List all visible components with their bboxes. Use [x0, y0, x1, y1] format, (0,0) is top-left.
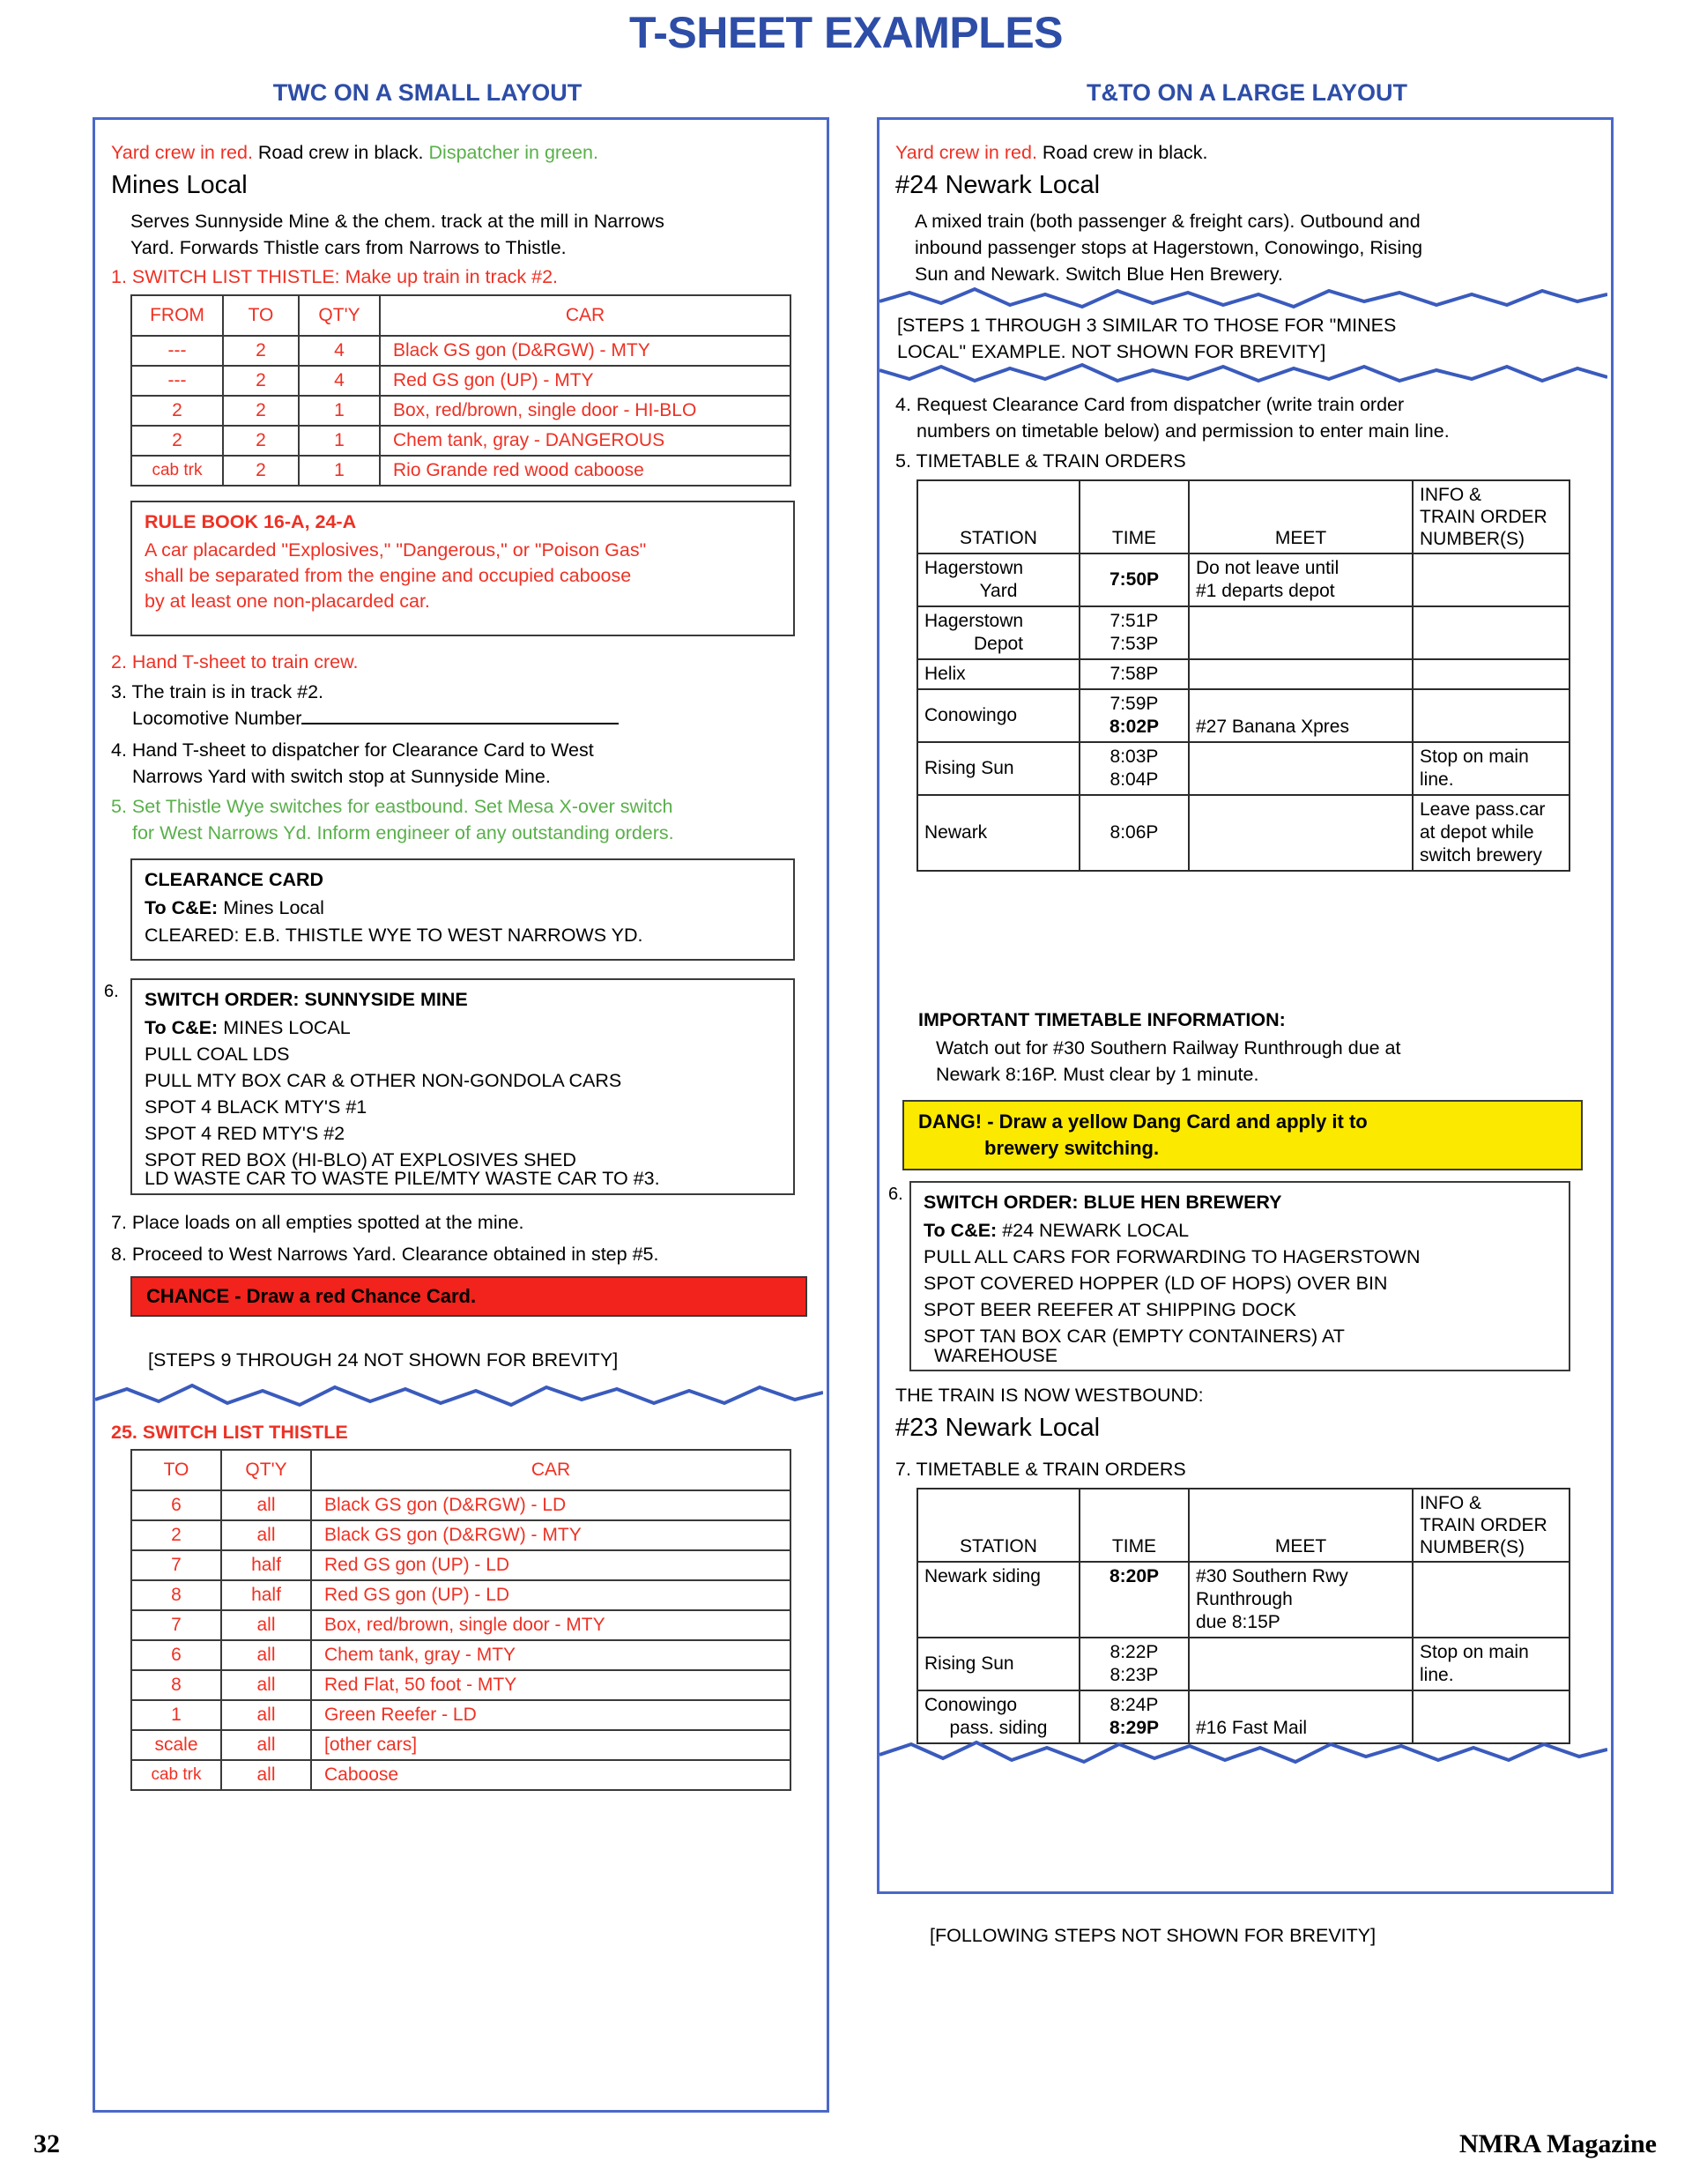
station-line: Yard	[979, 581, 1018, 601]
important-info-title: IMPORTANT TIMETABLE INFORMATION:	[918, 1009, 1286, 1030]
cell-from: 2	[131, 426, 223, 456]
rule-book-box	[130, 501, 795, 636]
clearance-card-box	[130, 858, 795, 961]
important-info-line-1: Watch out for #30 Southern Railway Runthrough due at	[936, 1037, 1401, 1059]
station-line: Helix	[924, 664, 966, 684]
meet-line: #27 Banana Xpres	[1196, 717, 1349, 737]
cell-qty: all	[221, 1700, 311, 1730]
cell-info[interactable]	[1413, 553, 1570, 606]
following-steps-note: [FOLLOWING STEPS NOT SHOWN FOR BREVITY]	[930, 1925, 1377, 1946]
cell-meet	[1189, 659, 1413, 689]
time-value: 7:53P	[1109, 634, 1159, 654]
cell-qty: half	[221, 1580, 311, 1610]
left-desc-2: Yard. Forwards Thistle cars from Narrows to Thistle.	[130, 237, 567, 258]
cell-time	[1080, 1690, 1189, 1743]
legend-road-crew: Road crew in black.	[1042, 142, 1208, 163]
cell-station	[917, 1638, 1080, 1690]
timetable-row	[917, 795, 1570, 871]
cell-station	[917, 689, 1080, 742]
legend-yard-crew: Yard crew in red.	[895, 142, 1037, 163]
cell-station	[917, 606, 1080, 659]
right-brevity-2: LOCAL" EXAMPLE. NOT SHOWN FOR BREVITY]	[897, 341, 1326, 362]
cell-info[interactable]	[1413, 795, 1570, 871]
col-meet: MEET	[1189, 1489, 1413, 1562]
table-row	[131, 366, 790, 396]
station-line: Hagerstown	[924, 558, 1024, 578]
torn-edge-zigzag	[95, 1380, 823, 1410]
cell-car: Red GS gon (UP) - LD	[311, 1580, 790, 1610]
switch-order-mine-line-1: PULL COAL LDS	[145, 1044, 290, 1065]
right-step-6-number: 6.	[888, 1185, 903, 1204]
table-row	[131, 1610, 790, 1640]
cell-time	[1080, 606, 1189, 659]
col-meet: MEET	[1189, 480, 1413, 553]
info-line: line.	[1420, 1665, 1454, 1685]
table-row	[131, 1760, 790, 1790]
timetable-row	[917, 553, 1570, 606]
cell-to: 2	[223, 426, 299, 456]
left-legend	[111, 139, 598, 167]
right-column-heading: T&TO ON A LARGE LAYOUT	[1086, 79, 1407, 106]
cell-car: Red GS gon (UP) - MTY	[380, 366, 790, 396]
meet-line: #30 Southern Rwy	[1196, 1566, 1348, 1586]
info-line-1: INFO &	[1420, 1493, 1482, 1513]
cell-to: 2	[223, 366, 299, 396]
time-value: 8:02P	[1109, 717, 1160, 737]
cell-station	[917, 795, 1080, 871]
table-row	[131, 456, 790, 486]
switch-order-brewery-line-3: SPOT BEER REEFER AT SHIPPING DOCK	[924, 1299, 1296, 1320]
dang-card-line-1: DANG! - Draw a yellow Dang Card and apply it to	[918, 1111, 1368, 1133]
cell-time	[1080, 659, 1189, 689]
cell-car: [other cars]	[311, 1730, 790, 1760]
station-line: Conowingo	[924, 705, 1018, 725]
time-value: 8:23P	[1109, 1665, 1159, 1685]
left-step-7: 7. Place loads on all empties spotted at the mine.	[111, 1212, 524, 1233]
right-desc-3: Sun and Newark. Switch Blue Hen Brewery.	[915, 264, 1283, 285]
cell-info[interactable]	[1413, 1562, 1570, 1638]
left-step-3-line-2	[132, 705, 619, 732]
cell-car: Box, red/brown, single door - MTY	[311, 1610, 790, 1640]
cell-car: Chem tank, gray - MTY	[311, 1640, 790, 1670]
left-step-4-line-2: Narrows Yard with switch stop at Sunnyside Mine.	[132, 766, 551, 787]
station-line: Depot	[973, 634, 1024, 654]
cell-qty: 1	[299, 456, 380, 486]
meet-line: Runthrough	[1196, 1589, 1293, 1609]
table-row	[131, 1640, 790, 1670]
timetable-header-row	[917, 480, 1570, 553]
torn-edge-zigzag-top	[879, 284, 1607, 310]
left-brevity-note: [STEPS 9 THROUGH 24 NOT SHOWN FOR BREVITY]	[148, 1349, 619, 1371]
meet-line: Do not leave until	[1196, 558, 1340, 578]
switch-order-mine-line-2: PULL MTY BOX CAR & OTHER NON-GONDOLA CARS	[145, 1070, 622, 1091]
station-line: Newark siding	[924, 1566, 1041, 1586]
left-step-25: 25. SWITCH LIST THISTLE	[111, 1422, 348, 1443]
cell-car: Box, red/brown, single door - HI-BLO	[380, 396, 790, 426]
time-value: 7:51P	[1109, 611, 1159, 631]
cell-qty: all	[221, 1730, 311, 1760]
timetable-row	[917, 606, 1570, 659]
col-qty: QT'Y	[221, 1450, 311, 1490]
col-to: TO	[223, 295, 299, 336]
mine-to-label: To C&E:	[145, 1017, 219, 1038]
legend-road-crew: Road crew in black.	[257, 142, 424, 163]
col-info	[1413, 480, 1570, 553]
table-row	[131, 1520, 790, 1550]
col-car: CAR	[380, 295, 790, 336]
col-station: STATION	[917, 480, 1080, 553]
cell-from: cab trk	[131, 456, 223, 486]
left-step-2: 2. Hand T-sheet to train crew.	[111, 651, 359, 672]
timetable-row	[917, 1562, 1570, 1638]
table-row	[131, 396, 790, 426]
table-row	[131, 1490, 790, 1520]
cell-car: Green Reefer - LD	[311, 1700, 790, 1730]
switch-list-thistle-table	[130, 294, 791, 487]
cell-to: 6	[131, 1490, 221, 1520]
table-row	[131, 1730, 790, 1760]
cell-station	[917, 1690, 1080, 1743]
dang-card	[902, 1100, 1583, 1170]
info-line-3: NUMBER(S)	[1420, 529, 1525, 549]
left-step-5-line-2: for West Narrows Yd. Inform engineer of any outstanding orders.	[132, 822, 674, 843]
table-row	[131, 1550, 790, 1580]
col-info	[1413, 1489, 1570, 1562]
station-line: Hagerstown	[924, 611, 1024, 631]
cell-car: Red GS gon (UP) - LD	[311, 1550, 790, 1580]
cell-qty: all	[221, 1760, 311, 1790]
time-value: 8:22P	[1109, 1642, 1159, 1662]
legend-yard-crew: Yard crew in red.	[111, 142, 253, 163]
time-value: 7:50P	[1109, 569, 1160, 590]
switch-order-brewery-title: SWITCH ORDER: BLUE HEN BREWERY	[924, 1192, 1282, 1213]
right-train-name: #24 Newark Local	[895, 171, 1101, 199]
rule-book-line-2: shall be separated from the engine and occupied caboose	[145, 565, 632, 586]
timetable-header-row	[917, 1489, 1570, 1562]
cell-info[interactable]	[1413, 1690, 1570, 1743]
cell-to: 1	[131, 1700, 221, 1730]
station-line: pass. siding	[949, 1718, 1048, 1738]
cell-station	[917, 742, 1080, 795]
cell-to: 8	[131, 1670, 221, 1700]
cell-meet	[1189, 689, 1413, 742]
right-desc-2: inbound passenger stops at Hagerstown, Conowingo, Rising	[915, 237, 1423, 258]
col-qty: QT'Y	[299, 295, 380, 336]
brewery-to-value: #24 NEWARK LOCAL	[1002, 1220, 1190, 1241]
timetable-1	[916, 479, 1570, 872]
right-step-4-line-2: numbers on timetable below) and permission to enter main line.	[916, 420, 1450, 442]
cell-to: 8	[131, 1580, 221, 1610]
cell-time	[1080, 689, 1189, 742]
info-line: Leave pass.car	[1420, 799, 1546, 820]
info-line-2: TRAIN ORDER	[1420, 1515, 1547, 1535]
cell-car: Red Flat, 50 foot - MTY	[311, 1670, 790, 1700]
right-train-name-2: #23 Newark Local	[895, 1414, 1101, 1442]
timetable-2	[916, 1488, 1570, 1744]
col-car: CAR	[311, 1450, 790, 1490]
switch-order-mine-line-6: LD WASTE CAR TO WASTE PILE/MTY WASTE CAR TO #3.	[145, 1168, 660, 1189]
table-header-row	[131, 1450, 790, 1490]
westbound-note: THE TRAIN IS NOW WESTBOUND:	[895, 1385, 1204, 1406]
cell-meet	[1189, 1638, 1413, 1690]
cell-car: Chem tank, gray - DANGEROUS	[380, 426, 790, 456]
right-step-4-line-1: 4. Request Clearance Card from dispatcher (write train order	[895, 394, 1405, 415]
loco-number-label: Locomotive Number	[132, 708, 302, 729]
dang-card-line-2: brewery switching.	[984, 1137, 1160, 1159]
clearance-card-cleared: CLEARED: E.B. THISTLE WYE TO WEST NARROWS YD.	[145, 925, 643, 946]
cell-time	[1080, 742, 1189, 795]
cell-time	[1080, 795, 1189, 871]
page-title: T-SHEET EXAMPLES	[628, 8, 1064, 57]
cell-info[interactable]	[1413, 659, 1570, 689]
meet-line: #16 Fast Mail	[1196, 1718, 1308, 1738]
cell-meet	[1189, 553, 1413, 606]
chance-card: CHANCE - Draw a red Chance Card.	[130, 1276, 807, 1317]
cell-to: 2	[131, 1520, 221, 1550]
mine-to-value: MINES LOCAL	[223, 1017, 351, 1038]
cell-car: Caboose	[311, 1760, 790, 1790]
switch-order-brewery-line-4: SPOT TAN BOX CAR (EMPTY CONTAINERS) AT	[924, 1326, 1345, 1347]
cell-qty: 1	[299, 426, 380, 456]
cell-meet	[1189, 606, 1413, 659]
cell-station	[917, 1562, 1080, 1638]
cell-to: scale	[131, 1730, 221, 1760]
table-row	[131, 336, 790, 366]
left-step-8: 8. Proceed to West Narrows Yard. Clearance obtained in step #5.	[111, 1244, 659, 1265]
cell-car: Black GS gon (D&RGW) - MTY	[311, 1520, 790, 1550]
cell-time	[1080, 553, 1189, 606]
cell-qty: all	[221, 1520, 311, 1550]
left-desc-1: Serves Sunnyside Mine & the chem. track at the mill in Narrows	[130, 211, 664, 232]
table-row	[131, 1670, 790, 1700]
info-line: switch brewery	[1420, 845, 1542, 865]
torn-edge-zigzag-right-bottom	[879, 1737, 1607, 1767]
meet-line: due 8:15P	[1196, 1612, 1280, 1632]
left-step-5-line-1: 5. Set Thistle Wye switches for eastbound. Set Mesa X-over switch	[111, 796, 673, 817]
torn-edge-zigzag-bottom	[879, 360, 1607, 386]
right-step-7: 7. TIMETABLE & TRAIN ORDERS	[895, 1459, 1186, 1480]
station-line: Rising Sun	[924, 1653, 1014, 1674]
left-panel	[93, 117, 829, 2113]
time-value: 8:03P	[1109, 747, 1159, 767]
left-column-heading: TWC ON A SMALL LAYOUT	[272, 79, 583, 106]
cell-car: Black GS gon (D&RGW) - MTY	[380, 336, 790, 366]
cell-car: Black GS gon (D&RGW) - LD	[311, 1490, 790, 1520]
cell-to: 2	[223, 396, 299, 426]
cell-qty: all	[221, 1490, 311, 1520]
loco-number-blank[interactable]	[301, 723, 619, 724]
cell-station	[917, 659, 1080, 689]
table-header-row	[131, 295, 790, 336]
cell-from: ---	[131, 366, 223, 396]
legend-dispatcher: Dispatcher in green.	[428, 142, 598, 163]
time-value: 8:29P	[1109, 1718, 1160, 1738]
col-station: STATION	[917, 1489, 1080, 1562]
switch-order-brewery-to	[924, 1218, 1189, 1244]
switch-order-mine-line-3: SPOT 4 BLACK MTY'S #1	[145, 1096, 367, 1118]
info-line: line.	[1420, 769, 1454, 790]
cell-from: ---	[131, 336, 223, 366]
left-step-3-line-1: 3. The train is in track #2.	[111, 681, 323, 702]
cell-qty: 4	[299, 336, 380, 366]
col-from: FROM	[131, 295, 223, 336]
station-line: Conowingo	[924, 1695, 1018, 1715]
cell-info[interactable]	[1413, 606, 1570, 659]
timetable-row	[917, 689, 1570, 742]
switch-order-brewery-line-1: PULL ALL CARS FOR FORWARDING TO HAGERSTOWN	[924, 1246, 1421, 1267]
info-line-1: INFO &	[1420, 485, 1482, 505]
timetable-row	[917, 1690, 1570, 1743]
cell-time	[1080, 1562, 1189, 1638]
info-line: Stop on main	[1420, 1642, 1529, 1662]
switch-order-mine-box	[130, 978, 795, 1195]
clearance-to-value: Mines Local	[223, 897, 324, 918]
col-to: TO	[131, 1450, 221, 1490]
col-time: TIME	[1080, 480, 1189, 553]
left-step-6-number: 6.	[104, 982, 119, 1001]
cell-time	[1080, 1638, 1189, 1690]
cell-qty: all	[221, 1670, 311, 1700]
cell-qty: all	[221, 1610, 311, 1640]
timetable-row	[917, 1638, 1570, 1690]
footer-page-number: 32	[33, 2129, 60, 2158]
time-value: 8:04P	[1109, 769, 1159, 790]
right-step-5: 5. TIMETABLE & TRAIN ORDERS	[895, 450, 1186, 472]
right-legend	[895, 139, 1208, 167]
cell-station	[917, 553, 1080, 606]
cell-meet	[1189, 1562, 1413, 1638]
cell-info[interactable]	[1413, 689, 1570, 742]
cell-to: 6	[131, 1640, 221, 1670]
cell-from: 2	[131, 396, 223, 426]
switch-order-brewery-box	[909, 1181, 1570, 1371]
cell-to: 7	[131, 1550, 221, 1580]
info-line: at depot while	[1420, 822, 1534, 843]
right-brevity-1: [STEPS 1 THROUGH 3 SIMILAR TO THOSE FOR "MINES	[897, 315, 1397, 336]
right-desc-1: A mixed train (both passenger & freight cars). Outbound and	[915, 211, 1421, 232]
footer-magazine-name: NMRA Magazine	[1458, 2129, 1657, 2158]
station-line: Newark	[924, 822, 988, 843]
cell-to: cab trk	[131, 1760, 221, 1790]
info-line: Stop on main	[1420, 747, 1529, 767]
cell-meet	[1189, 742, 1413, 795]
switch-order-mine-line-4: SPOT 4 RED MTY'S #2	[145, 1123, 345, 1144]
timetable-row	[917, 659, 1570, 689]
left-step-4-line-1: 4. Hand T-sheet to dispatcher for Clearance Card to West	[111, 739, 594, 761]
clearance-card-to	[145, 895, 324, 921]
right-panel	[877, 117, 1614, 1894]
timetable-row	[917, 742, 1570, 795]
time-value: 8:20P	[1109, 1566, 1160, 1586]
cell-car: Rio Grande red wood caboose	[380, 456, 790, 486]
cell-qty: 4	[299, 366, 380, 396]
brewery-to-label: To C&E:	[924, 1220, 998, 1241]
time-value: 7:59P	[1109, 694, 1159, 714]
rule-book-line-1: A car placarded "Explosives," "Dangerous," or "Poison Gas"	[145, 539, 647, 561]
table-row	[131, 426, 790, 456]
switch-order-brewery-line-5: WAREHOUSE	[924, 1345, 1058, 1366]
cell-info[interactable]	[1413, 742, 1570, 795]
switch-order-mine-line-5: SPOT RED BOX (HI-BLO) AT EXPLOSIVES SHED	[145, 1149, 576, 1170]
time-value: 7:58P	[1109, 664, 1159, 684]
time-value: 8:24P	[1109, 1695, 1159, 1715]
table-row	[131, 1700, 790, 1730]
cell-qty: 1	[299, 396, 380, 426]
cell-meet	[1189, 1690, 1413, 1743]
switch-list-25-table	[130, 1449, 791, 1791]
switch-order-brewery-line-2: SPOT COVERED HOPPER (LD OF HOPS) OVER BIN	[924, 1273, 1388, 1294]
left-step-1: 1. SWITCH LIST THISTLE: Make up train in track #2.	[111, 266, 559, 287]
rule-book-line-3: by at least one non-placarded car.	[145, 591, 430, 612]
station-line: Rising Sun	[924, 758, 1014, 778]
switch-order-mine-to	[145, 1015, 351, 1041]
col-time: TIME	[1080, 1489, 1189, 1562]
meet-line: #1 departs depot	[1196, 581, 1335, 601]
rule-book-title: RULE BOOK 16-A, 24-A	[145, 511, 357, 532]
cell-qty: all	[221, 1640, 311, 1670]
cell-qty: half	[221, 1550, 311, 1580]
cell-to: 2	[223, 456, 299, 486]
clearance-card-title: CLEARANCE CARD	[145, 869, 324, 890]
left-train-name: Mines Local	[111, 171, 248, 199]
important-info-line-2: Newark 8:16P. Must clear by 1 minute.	[936, 1064, 1259, 1085]
cell-info[interactable]	[1413, 1638, 1570, 1690]
cell-to: 7	[131, 1610, 221, 1640]
clearance-to-label: To C&E:	[145, 897, 219, 918]
info-line-2: TRAIN ORDER	[1420, 507, 1547, 527]
cell-meet	[1189, 795, 1413, 871]
time-value: 8:06P	[1109, 822, 1159, 843]
info-line-3: NUMBER(S)	[1420, 1537, 1525, 1557]
table-row	[131, 1580, 790, 1610]
switch-order-mine-title: SWITCH ORDER: SUNNYSIDE MINE	[145, 989, 468, 1010]
cell-to: 2	[223, 336, 299, 366]
